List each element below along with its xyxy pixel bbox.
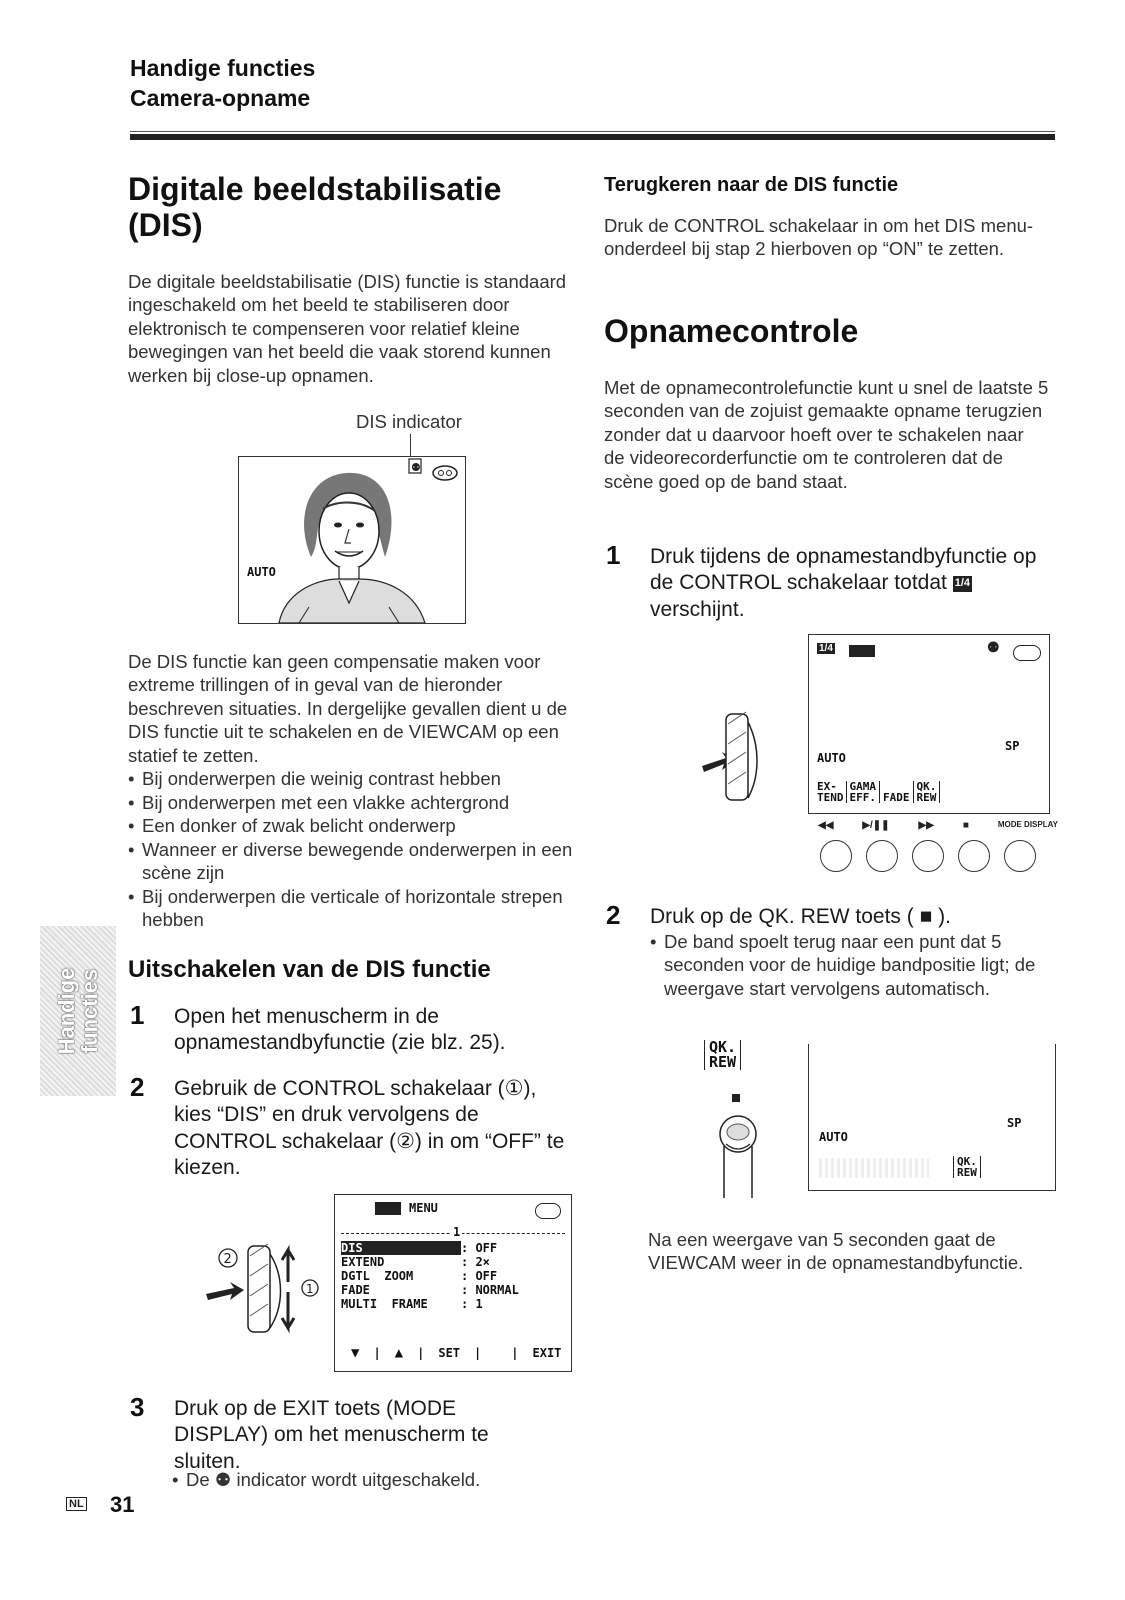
step-3-notes [172,1468,572,1491]
menu-screen [334,1194,572,1372]
stop-button[interactable] [958,840,990,872]
list-item: • De ⚉ indicator wordt uitgeschakeld. [172,1468,572,1491]
battery-icon [375,1202,401,1215]
mode-display-label: MODE DISPLAY [997,820,1058,829]
transport-buttons [820,840,1036,872]
subsection-title-disable-dis: Uitschakelen van de DIS functie [128,956,491,983]
menu-qk-rew: QK. REW [953,1156,981,1178]
menu-row[interactable]: DGTL ZOOM : OFF [341,1269,498,1283]
viewfinder-screen-2 [808,1044,1056,1191]
header-section [130,54,315,114]
rewind-button[interactable] [820,840,852,872]
fast-forward-label: ▶▶ [918,820,934,831]
menu-row[interactable]: FADE : NORMAL [341,1283,519,1297]
rewind-label: ◀◀ [818,820,834,831]
dis-intro: De digitale beeldstabilisatie (DIS) functie is standaard ingeschakeld om het beeld te stabiliseren door elektronisch te compenseren voor relatief kleine bewegingen van het beeld die vaak storend kunnen werken bij close-up opnamen. [128,270,567,386]
step-1-text: Open het menuscherm in de opnamestandbyfunctie (zie blz. 25). [174,1005,506,1055]
menu-row[interactable]: MULTI FRAME : 1 [341,1297,483,1311]
tape-icon [535,1203,561,1219]
dis-para2: De DIS functie kan geen compensatie maken voor extreme trillingen of in geval van de hieronder beschreven situaties. In dergelijke gevallen dient u de DIS functie uit te schakelen en de VIEWCAM op een statief te zetten. [128,651,568,766]
menu-exit-label[interactable]: EXIT [532,1346,562,1360]
play-pause-label: ▶/❚❚ [862,820,890,831]
dis-bullet-list [128,767,578,931]
menu-set-label[interactable]: SET [438,1346,461,1360]
menu-extend[interactable]: EX- TEND [817,781,847,803]
side-tab [40,926,116,1096]
right-step-2-text: Druk op de QK. REW toets ( ■ ). [650,905,951,928]
svg-text:2: 2 [223,1252,232,1267]
battery-icon [849,645,875,657]
menu-footer: ▼ | ▲ | SET | | EXIT [351,1345,562,1361]
stop-square-icon [732,1094,740,1102]
dis-icon: ⚉ [987,639,1000,655]
section-title-dis: Digitale beeldstabilisatie (DIS) [128,171,502,243]
camera-screen-figure [238,456,466,624]
menu-row[interactable]: DIS : OFF [341,1241,498,1255]
page-number: 31 [110,1492,135,1517]
screen-auto-label: AUTO [819,1130,848,1144]
portrait-illustration [239,457,465,623]
list-item: • Bij onderwerpen die weinig contrast hebben [128,767,578,790]
language-badge: NL [66,1497,87,1511]
return-dis-text: Druk de CONTROL schakelaar in om het DIS menu-onderdeel bij stap 2 hierboven op “ON” te zetten. [604,215,1034,260]
step-3-text: Druk op de EXIT toets (MODE DISPLAY) om het menuscherm te sluiten. [174,1397,489,1473]
down-arrow-icon[interactable]: ▼ [351,1345,360,1361]
list-item: • Wanneer er diverse bewegende onderwerpen in een scène zijn [128,838,578,885]
tape-icon [1013,645,1041,661]
header-divider [130,134,1055,140]
menu-screen-header [375,1201,438,1215]
screen-auto-label: AUTO [817,751,846,765]
list-item: • Bij onderwerpen die verticale of horizontale strepen hebben [128,885,578,932]
side-tab-label: Handige functies [53,967,102,1055]
menu-page-number: 1 [453,1225,461,1239]
menu-qk-rew[interactable]: QK. REW [914,781,941,803]
finger-pressing-icon [712,1114,768,1202]
viewfinder-screen-1 [808,634,1050,814]
opnamecontrole-intro: Met de opnamecontrolefunctie kunt u snel de laatste 5 seconden van de zojuist gemaakte opname terugzien zonder dat u daarvoor hoeft over te schakelen naar de videorecorderfunctie om te controleren dat de scène goed op de band staat. [604,377,1049,492]
faded-menu-items [819,1158,929,1178]
up-arrow-icon[interactable]: ▲ [394,1345,404,1361]
dis-indicator-label: DIS indicator [356,411,462,432]
dis-indicator-pointer [410,434,411,456]
step-3-number: 3 [130,1392,145,1422]
fast-forward-button[interactable] [912,840,944,872]
header-divider-thin [130,131,1055,132]
right-step-1-number: 1 [606,540,621,570]
dis-limitations [128,650,578,932]
right-step-2-notes [650,930,1050,1000]
left-column [128,172,568,387]
right-step-2-number: 2 [606,900,621,930]
control-switch-icon [700,706,762,806]
transport-labels [818,820,1058,831]
menu-row[interactable]: EXTEND : 2× [341,1255,490,1269]
step-1-number: 1 [130,1000,145,1030]
svg-text:⚉: ⚉ [411,461,421,474]
section-title-opnamecontrole: Opnamecontrole [604,313,859,349]
quarter-speed-icon: 1/4 [819,643,833,654]
menu-title: MENU [409,1201,438,1215]
menu-fade[interactable]: FADE [880,781,914,803]
subsection-title-return-dis: Terugkeren naar de DIS functie [604,174,899,196]
control-switch-icon [200,1236,320,1340]
screen-sp-label: SP [1007,1116,1022,1130]
list-item: • De band spoelt terug naar een punt dat 5 seconden voor de huidige bandpositie ligt; de weergave start vervolgens automatisch. [650,930,1050,1000]
list-item: • Bij onderwerpen met een vlakke achtergrond [128,791,578,814]
list-item: • Een donker of zwak belicht onderwerp [128,814,578,837]
mode-display-button[interactable] [1004,840,1036,872]
play-pause-button[interactable] [866,840,898,872]
qk-rew-label: QK. REW [704,1040,741,1070]
step-2-text: Gebruik de CONTROL schakelaar (①), kies “DIS” en druk vervolgens de CONTROL schakelaar (②) in om “OFF” te kiezen. [174,1077,565,1179]
screen-sp-label: SP [1005,739,1020,753]
svg-text:1: 1 [306,1282,314,1296]
menu-gamma[interactable]: GAMA EFF. [847,781,881,803]
screen-menu-bar [817,781,940,803]
quarter-speed-icon: 1/4 [953,576,972,592]
header-line2: Camera-opname [130,84,311,111]
header-line1: Handige functies [130,55,316,81]
screen-auto-label: AUTO [247,565,276,579]
right-step-1-text: Druk tijdens de opnamestandbyfunctie op de CONTROL schakelaar totdat 1/4 verschijnt. [650,545,1037,621]
menu-rows [341,1241,567,1311]
opnamecontrole-outro: Na een weergave van 5 seconden gaat de VIEWCAM weer in de opnamestandbyfunctie. [648,1229,1024,1274]
stop-label: ■ [962,820,969,831]
step-2-number: 2 [130,1072,145,1102]
